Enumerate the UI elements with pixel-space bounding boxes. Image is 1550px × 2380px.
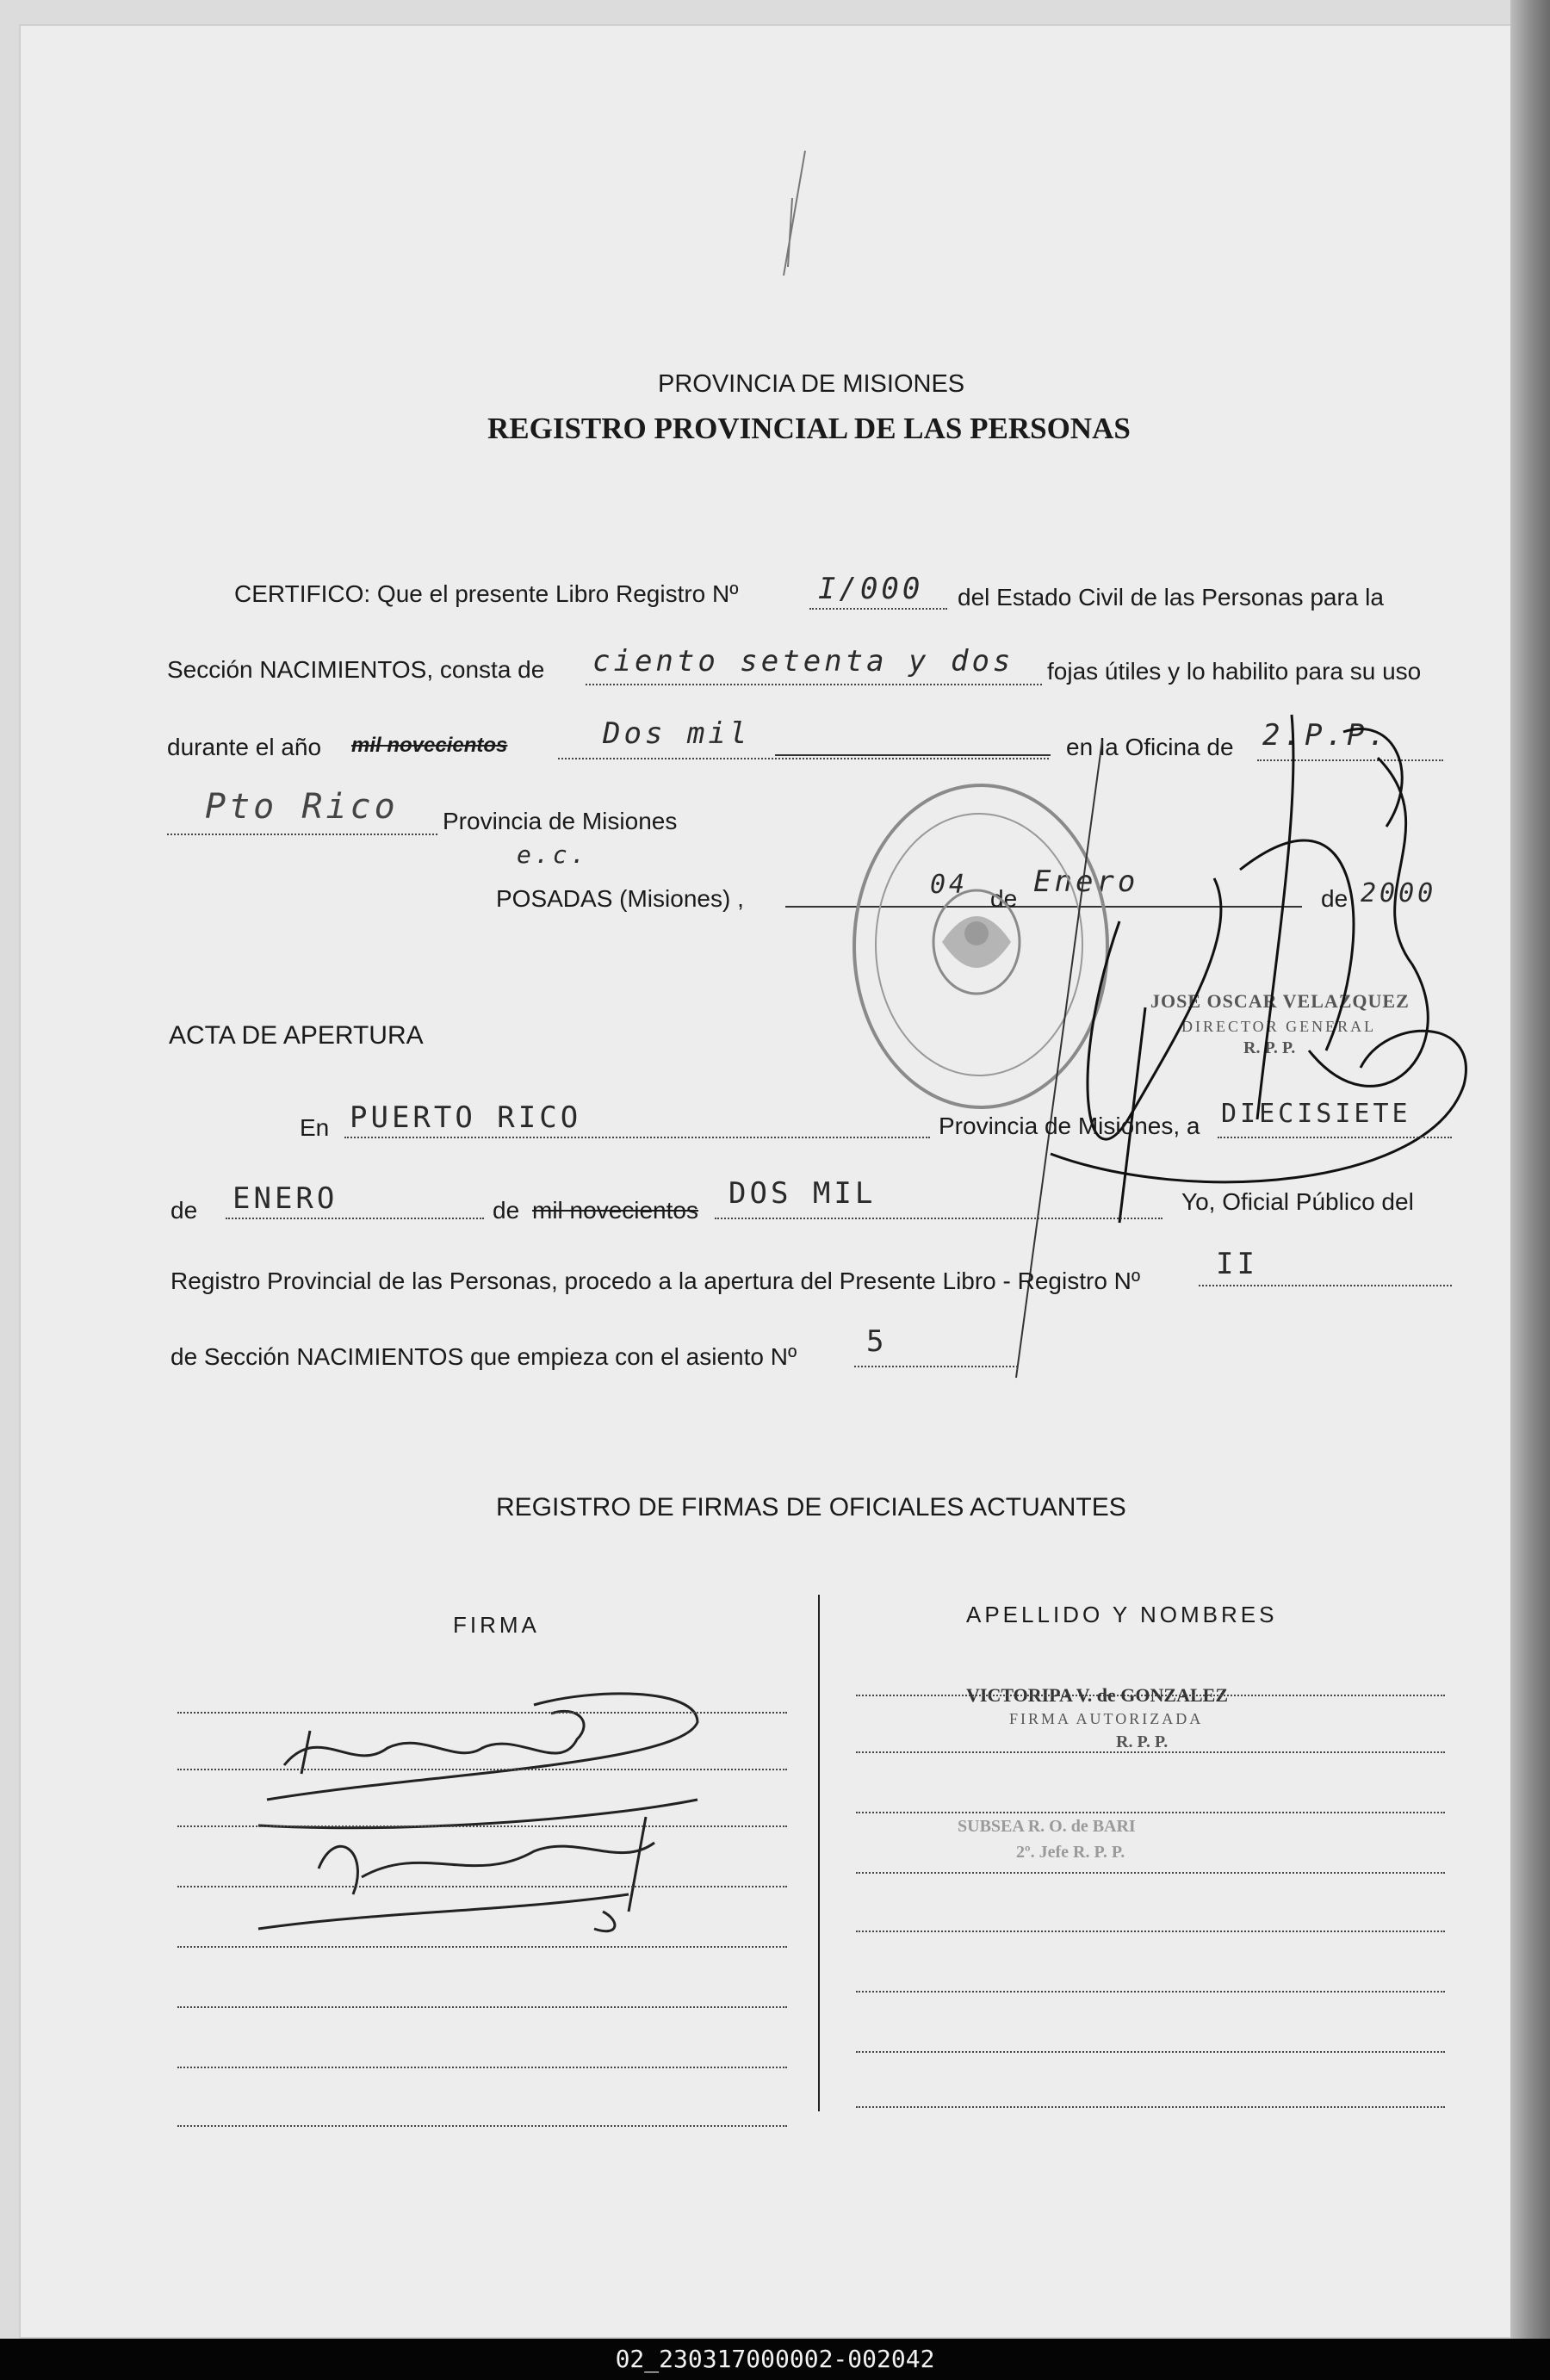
firma-row-line [177, 1946, 787, 1948]
handwritten-book-number: I/000 [818, 572, 924, 606]
fill-line [1199, 1285, 1452, 1286]
scan-id-footer: 02_230317000002-002042 [0, 2339, 1550, 2380]
handwritten-folios: ciento setenta y dos [592, 644, 1014, 679]
cert-line3-text-b: en la Oficina de [1066, 734, 1234, 760]
faded-stamp-line2: 2º. Jefe R. P. P. [1016, 1843, 1125, 1862]
fill-line [715, 1218, 1162, 1219]
acta-line3-text: Registro Provincial de las Personas, procedo a la apertura del Presente Libro - Registro Nº [170, 1267, 1141, 1294]
handwritten-year-2: 2000 [1361, 878, 1437, 908]
authorized-stamp-org: R. P. P. [1116, 1732, 1169, 1751]
director-stamp-name: JOSE OSCAR VELAZQUEZ [1150, 990, 1410, 1012]
handwritten-book-number-2: II [1216, 1247, 1258, 1281]
acta-line2-de: de [493, 1197, 520, 1224]
director-stamp-org: R. P. P. [1243, 1038, 1296, 1057]
col-header-names: APELLIDO Y NOMBRES [966, 1602, 1278, 1627]
acta-title: ACTA DE APERTURA [169, 1021, 424, 1050]
firma-row-line [177, 2067, 787, 2068]
handwritten-initials: e.c. [517, 840, 589, 869]
cert-line1-text: CERTIFICO: Que el presente Libro Registro Nº [234, 580, 739, 607]
fill-line [344, 1137, 930, 1138]
firma-row-line [177, 1825, 787, 1827]
fill-line [226, 1218, 484, 1219]
names-row-line [856, 1812, 1445, 1813]
cert-line2-text-b: fojas útiles y lo habilito para su uso [1047, 658, 1422, 685]
fill-line [586, 684, 1042, 685]
col-header-firma: FIRMA [453, 1612, 540, 1638]
names-row-line [856, 1695, 1445, 1696]
firma-row-line [177, 2006, 787, 2008]
handwritten-day: 04 [930, 870, 969, 900]
struck-text-2: mil novecientos [532, 1197, 698, 1224]
names-row-line [856, 1872, 1445, 1874]
handwritten-locality: Pto Rico [205, 787, 399, 827]
handwritten-office: 2.P.P. [1262, 718, 1389, 753]
cert-line2-text: Sección NACIMIENTOS, consta de [167, 656, 545, 683]
acta-line2-text: de [170, 1197, 198, 1224]
fill-line [558, 758, 1049, 759]
handwritten-day-word: DIECISIETE [1221, 1099, 1411, 1129]
authorized-stamp-name: VICTORIPA V. de GONZALEZ [966, 1684, 1229, 1706]
cert-line3-text: durante el año [167, 734, 322, 760]
firma-row-line [177, 1886, 787, 1887]
acta-line1-text: En [300, 1114, 330, 1141]
column-divider [818, 1595, 820, 2111]
faded-stamp-line1: SUBSEA R. O. de BARI [958, 1817, 1136, 1836]
handwritten-month-word: ENERO [232, 1181, 338, 1216]
handwritten-year: Dos mil [603, 716, 751, 751]
names-row-line [856, 2051, 1445, 2053]
acta-line1-text-b: Provincia de Misiones, a [939, 1113, 1200, 1139]
names-row-line [856, 1931, 1445, 1932]
acta-line4-text: de Sección NACIMIENTOS que empieza con el asiento Nº [170, 1343, 797, 1370]
cert-line4-text: Provincia de Misiones [443, 808, 678, 834]
handwritten-month: Enero [1033, 865, 1139, 899]
director-stamp-title: DIRECTOR GENERAL [1181, 1018, 1377, 1035]
registry-heading: REGISTRO PROVINCIAL DE LAS PERSONAS [487, 412, 1131, 445]
firma-row-line [177, 1769, 787, 1770]
cert-line1-text-b: del Estado Civil de las Personas para la [958, 584, 1384, 610]
names-row-line [856, 1751, 1445, 1753]
cert-line5-de: de [990, 885, 1018, 912]
authorized-stamp-title: FIRMA AUTORIZADA [1009, 1710, 1204, 1727]
handwritten-entry-number: 5 [866, 1324, 888, 1359]
struck-text: mil novecientos [351, 734, 508, 757]
fill-line [854, 1366, 1018, 1367]
handwritten-place: PUERTO RICO [350, 1100, 582, 1135]
page-edge-shadow [1510, 0, 1550, 2339]
fill-line [167, 834, 437, 835]
cert-line5-de2: de [1321, 885, 1348, 912]
fill-line [809, 608, 947, 610]
signatures-title: REGISTRO DE FIRMAS DE OFICIALES ACTUANTES [496, 1493, 1126, 1522]
cert-line5-text: POSADAS (Misiones) , [496, 885, 744, 912]
province-heading: PROVINCIA DE MISIONES [658, 370, 965, 398]
firma-row-line [177, 1712, 787, 1714]
acta-line2-text-c: Yo, Oficial Público del [1181, 1188, 1414, 1215]
names-row-line [856, 2106, 1445, 2108]
firma-row-line [177, 2125, 787, 2127]
fill-line [1218, 1137, 1452, 1138]
pen-mark [758, 146, 827, 284]
handwritten-year-word: DOS MIL [728, 1176, 877, 1211]
names-row-line [856, 1991, 1445, 1993]
